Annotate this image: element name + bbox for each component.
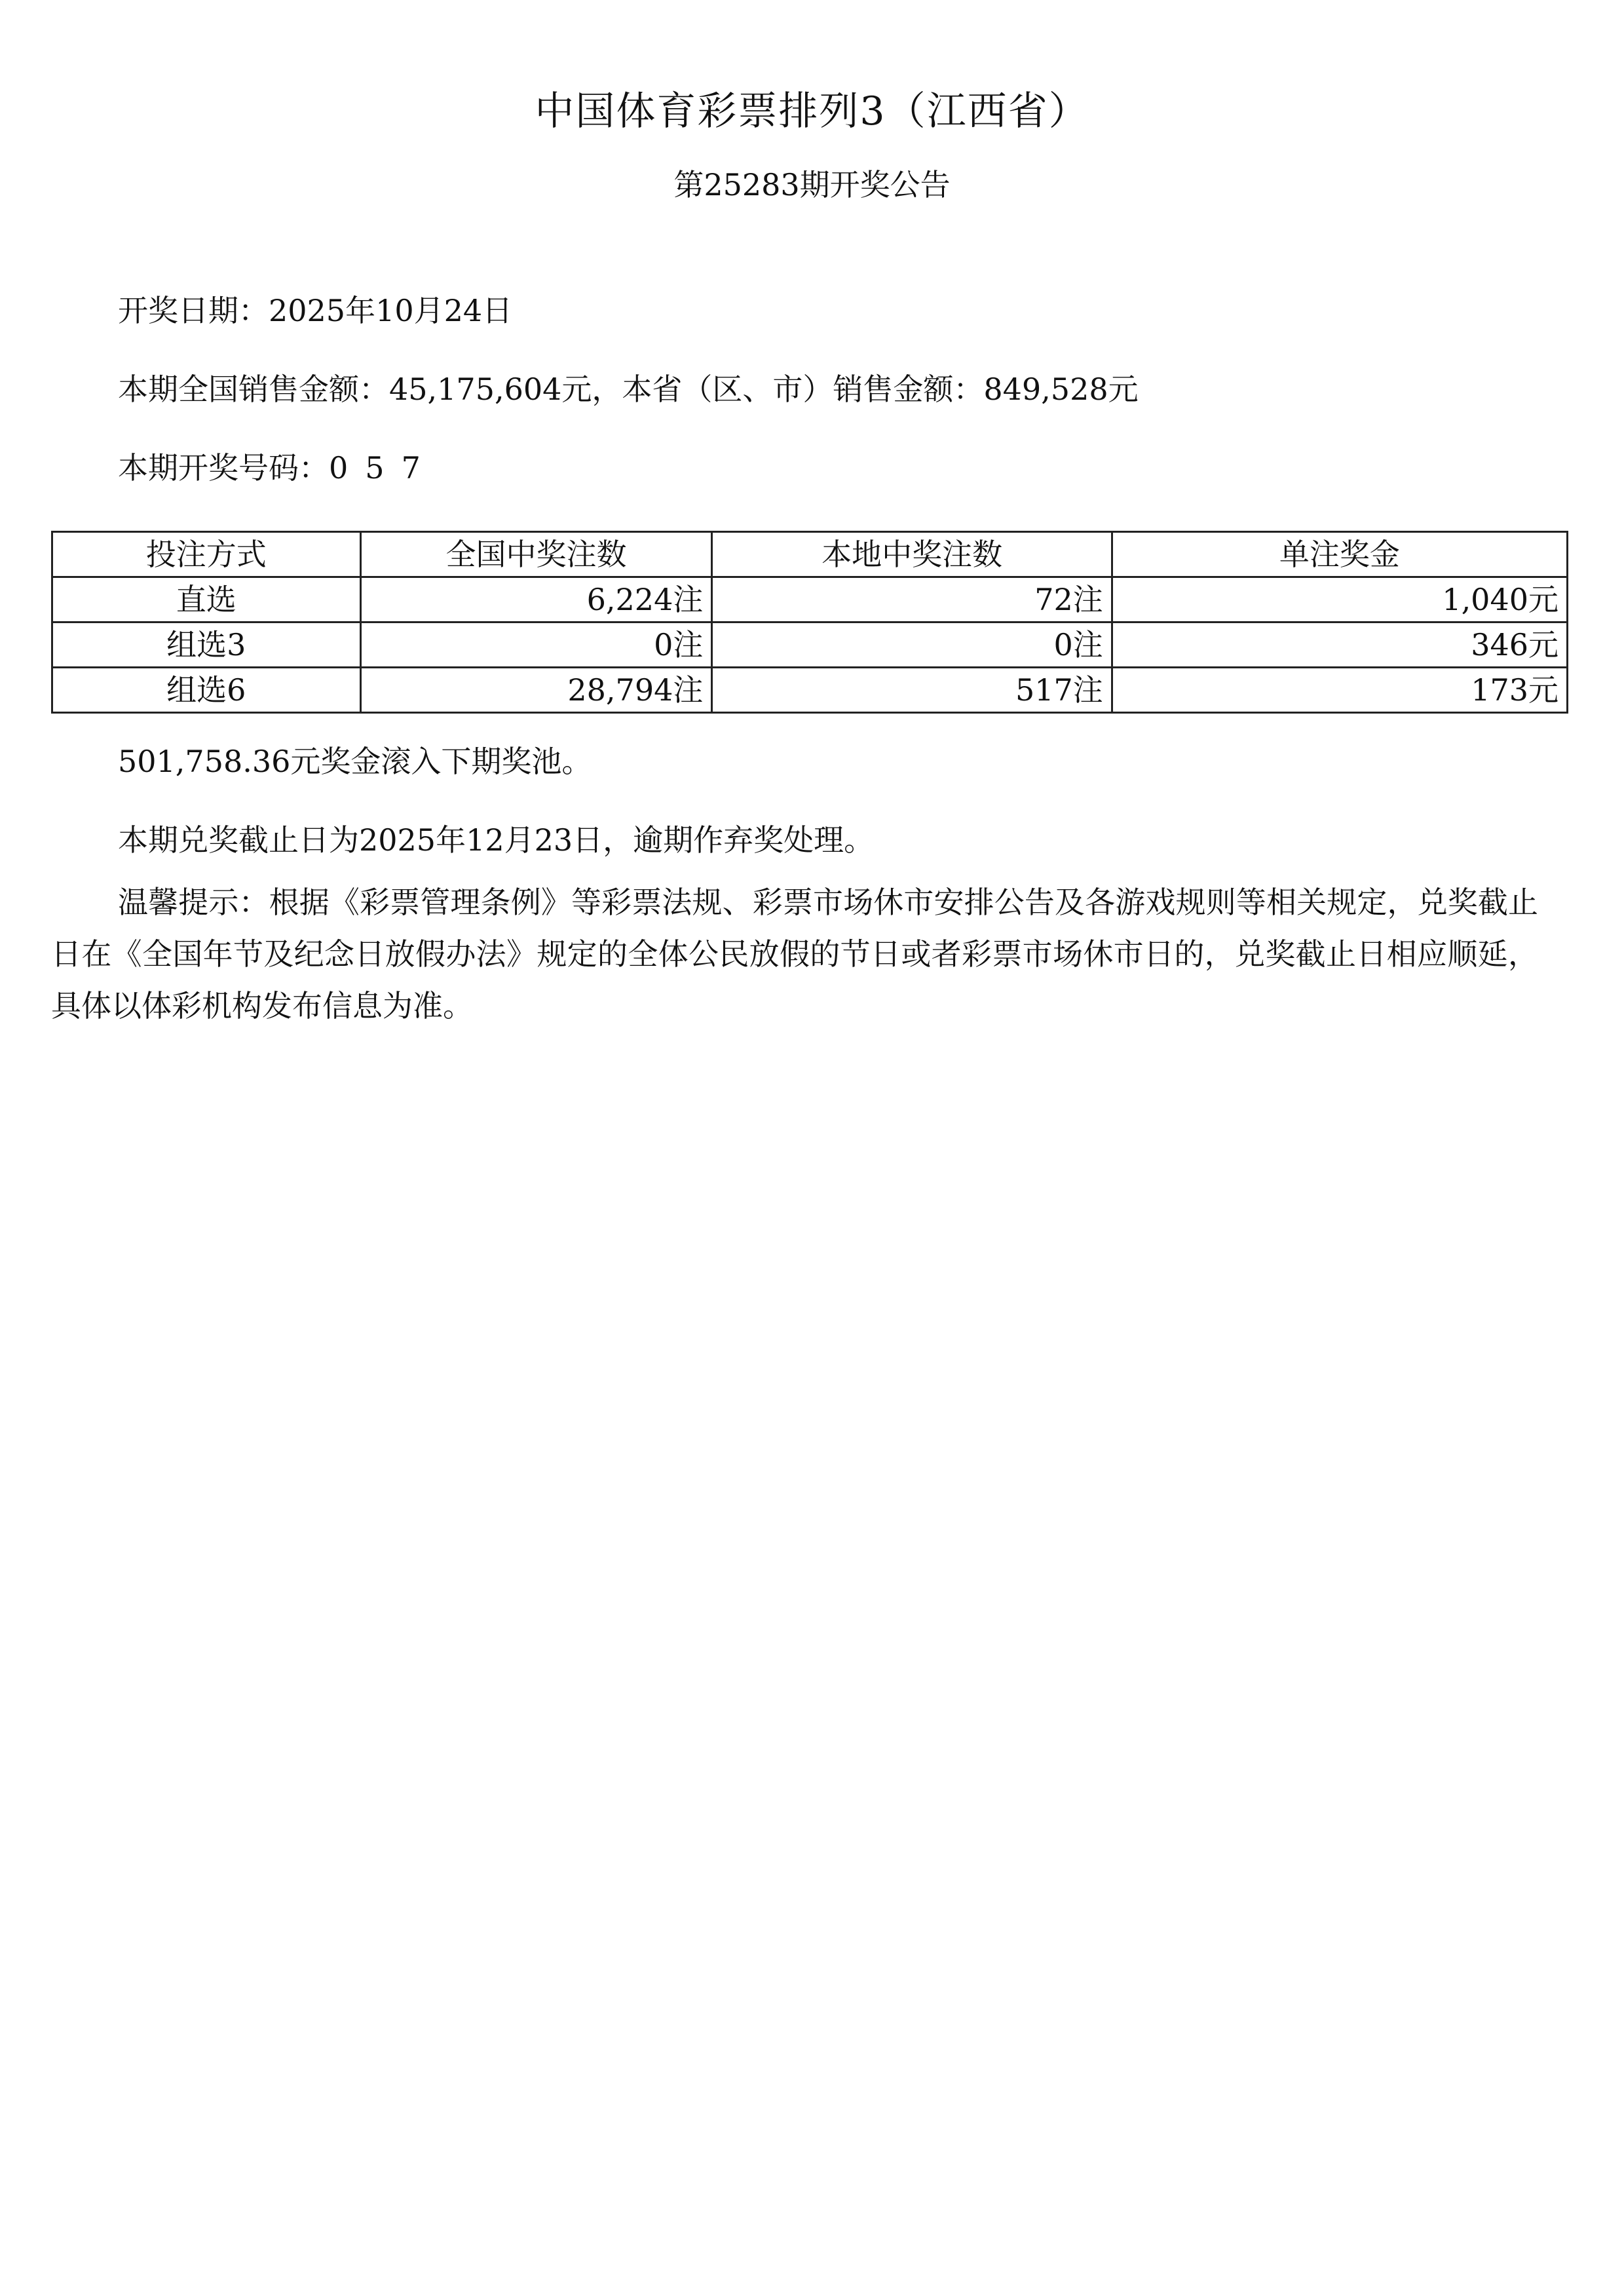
national-winners-cell: 28,794注 <box>360 668 712 713</box>
rollover-line: 501,758.36元奖金滚入下期奖池。 <box>118 744 592 779</box>
header-national-winners: 全国中奖注数 <box>360 532 712 577</box>
winning-number-1: 0 <box>329 450 349 486</box>
winning-numbers-label: 本期开奖号码： <box>118 450 329 486</box>
header-bet-method: 投注方式 <box>52 532 361 577</box>
header-prize-per-bet: 单注奖金 <box>1112 532 1567 577</box>
local-winners-cell: 0注 <box>712 622 1112 668</box>
sales-amount-line: 本期全国销售金额：45,175,604元，本省（区、市）销售金额：849,528元 <box>118 372 1139 407</box>
prize-cell: 346元 <box>1112 622 1567 668</box>
local-winners-cell: 72注 <box>712 577 1112 622</box>
winning-number-2: 5 <box>365 450 385 486</box>
reminder-notice: 温馨提示：根据《彩票管理条例》等彩票法规、彩票市场休市安排公告及各游戏规则等相关规定，兑奖截止日在《全国年节及纪念日放假办法》规定的全体公民放假的节日或者彩票市场休市日的，兑奖截止日相应顺延，具体以体彩机构发布信息为准。 <box>51 885 1538 1024</box>
announcement-title: 中国体育彩票排列3（江西省） <box>535 88 1089 134</box>
table-header-row <box>52 532 1568 577</box>
prize-results-table <box>51 531 1568 714</box>
winning-numbers-line <box>118 447 438 489</box>
table-row <box>52 577 1568 622</box>
prize-cell: 173元 <box>1112 668 1567 713</box>
draw-date-line: 开奖日期：2025年10月24日 <box>118 293 513 328</box>
table-row <box>52 668 1568 713</box>
national-winners-cell: 0注 <box>360 622 712 668</box>
bet-method-cell: 组选3 <box>52 622 361 668</box>
issue-subtitle: 第25283期开奖公告 <box>673 167 951 202</box>
bet-method-cell: 直选 <box>52 577 361 622</box>
claim-deadline-line: 本期兑奖截止日为2025年12月23日，逾期作弃奖处理。 <box>118 822 875 858</box>
header-local-winners: 本地中奖注数 <box>712 532 1112 577</box>
prize-cell: 1,040元 <box>1112 577 1567 622</box>
national-winners-cell: 6,224注 <box>360 577 712 622</box>
winning-number-3: 7 <box>401 450 421 486</box>
bet-method-cell: 组选6 <box>52 668 361 713</box>
table-row <box>52 622 1568 668</box>
local-winners-cell: 517注 <box>712 668 1112 713</box>
